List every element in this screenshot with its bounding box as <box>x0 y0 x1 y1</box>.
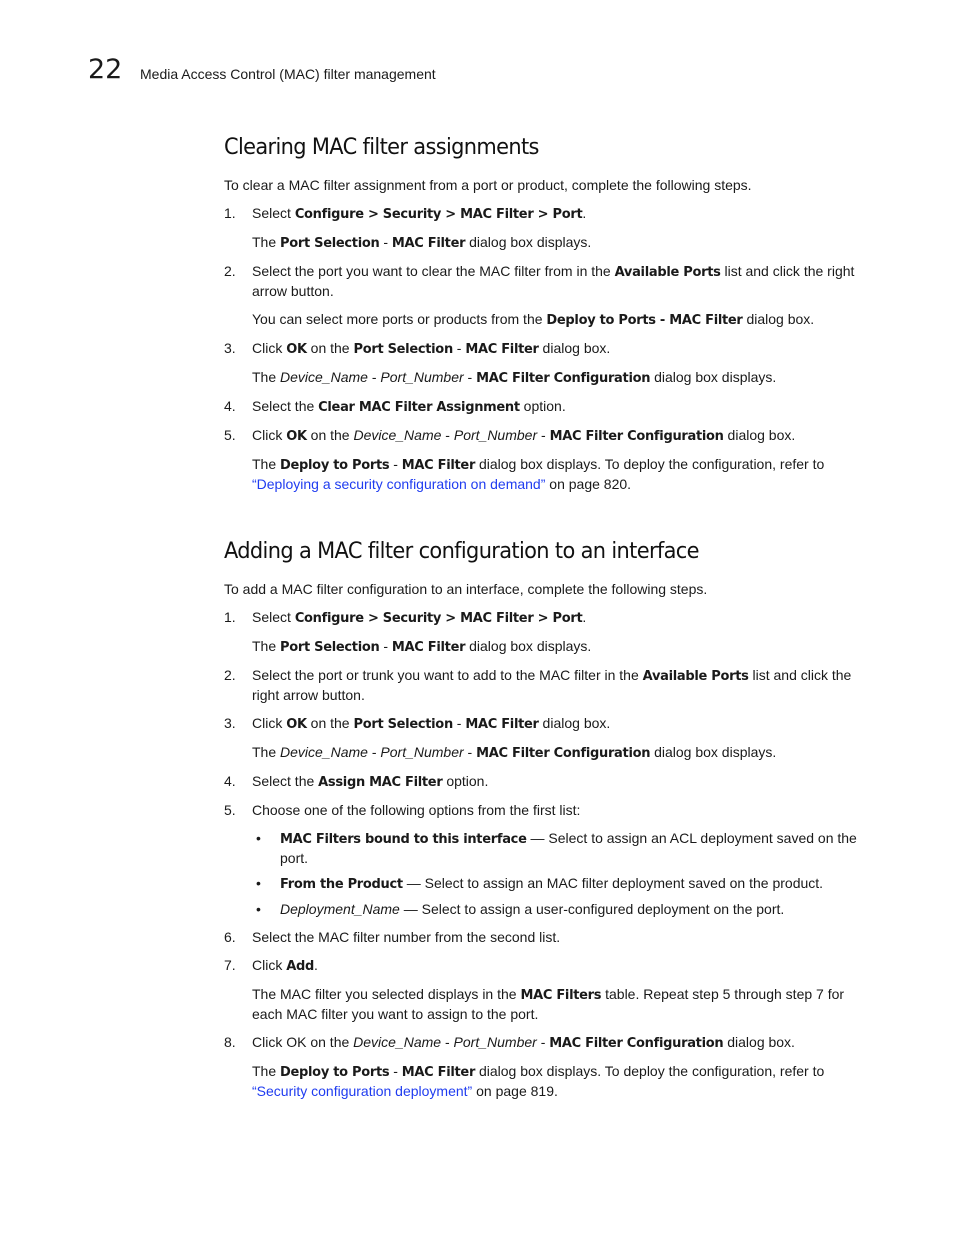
list-item: • Deployment_Name — Select to assign a user-configured deployment on the port. <box>256 901 785 917</box>
section-clearing-mac-filter <box>224 133 874 503</box>
step-8: 8. Click OK on the Device_Name - Port_Number - MAC Filter Configuration dialog box. <box>224 1034 795 1051</box>
option-list <box>252 829 874 919</box>
step-3: 3. Click OK on the Port Selection - MAC Filter dialog box. <box>224 715 611 732</box>
list-item: • MAC Filters bound to this interface — Select to assign an ACL deployment saved on the port. <box>256 830 857 866</box>
bullet-icon: • <box>256 901 261 917</box>
step-6: 6. Select the MAC filter number from the second list. <box>224 929 561 945</box>
step-5: 5. Click OK on the Device_Name - Port_Number - MAC Filter Configuration dialog box. <box>224 427 796 444</box>
chapter-number: 22 <box>88 54 123 85</box>
list-item: • From the Product — Select to assign an MAC filter deployment saved on the product. <box>256 875 824 892</box>
section-heading: Clearing MAC filter assignments <box>224 134 539 160</box>
section-intro: To clear a MAC filter assignment from a port or product, complete the following steps. <box>224 177 752 193</box>
step-3-note: The Device_Name - Port_Number - MAC Filter Configuration dialog box displays. <box>252 744 777 761</box>
link-security-configuration-deployment[interactable]: “Security configuration deployment” <box>252 1083 473 1099</box>
step-2: 2. Select the port you want to clear the MAC filter from in the Available Ports list and click the right arrow button. <box>224 263 855 299</box>
chapter-title: Media Access Control (MAC) filter management <box>140 66 436 82</box>
step-2: 2. Select the port or trunk you want to add to the MAC filter in the Available Ports list and click the right arrow button. <box>224 667 852 703</box>
link-deploying-security-configuration[interactable]: “Deploying a security configuration on demand” <box>252 476 546 492</box>
bullet-icon: • <box>256 875 261 891</box>
step-1: 1. Select Configure > Security > MAC Filter > Port. <box>224 609 587 626</box>
step-2-note: You can select more ports or products from the Deploy to Ports - MAC Filter dialog box. <box>252 311 815 328</box>
step-3-note: The Device_Name - Port_Number - MAC Filter Configuration dialog box displays. <box>252 369 777 386</box>
step-3: 3. Click OK on the Port Selection - MAC Filter dialog box. <box>224 340 611 357</box>
step-5-note: The Deploy to Ports - MAC Filter dialog box displays. To deploy the configuration, refer to “Deploying a security configuration on demand” on page 820. <box>252 456 825 492</box>
step-7-note: The MAC filter you selected displays in the MAC Filters table. Repeat step 5 through step 7 for each MAC filter you want to assign to the port. <box>252 986 845 1022</box>
section-adding-mac-filter <box>224 537 874 1110</box>
step-8-note: The Deploy to Ports - MAC Filter dialog box displays. To deploy the configuration, refer to “Security configuration deployment” on page 819. <box>252 1063 825 1099</box>
step-5: 5. Choose one of the following options from the first list: <box>224 802 581 818</box>
bullet-icon: • <box>256 830 261 846</box>
step-1-note: The Port Selection - MAC Filter dialog box displays. <box>252 234 592 251</box>
step-4: 4. Select the Assign MAC Filter option. <box>224 773 489 790</box>
step-4: 4. Select the Clear MAC Filter Assignment option. <box>224 398 566 415</box>
step-1-note: The Port Selection - MAC Filter dialog box displays. <box>252 638 592 655</box>
step-1: 1. Select Configure > Security > MAC Filter > Port. <box>224 205 587 222</box>
step-7: 7. Click Add. <box>224 957 318 974</box>
section-heading: Adding a MAC filter configuration to an interface <box>224 538 699 564</box>
section-intro: To add a MAC filter configuration to an interface, complete the following steps. <box>224 581 708 597</box>
